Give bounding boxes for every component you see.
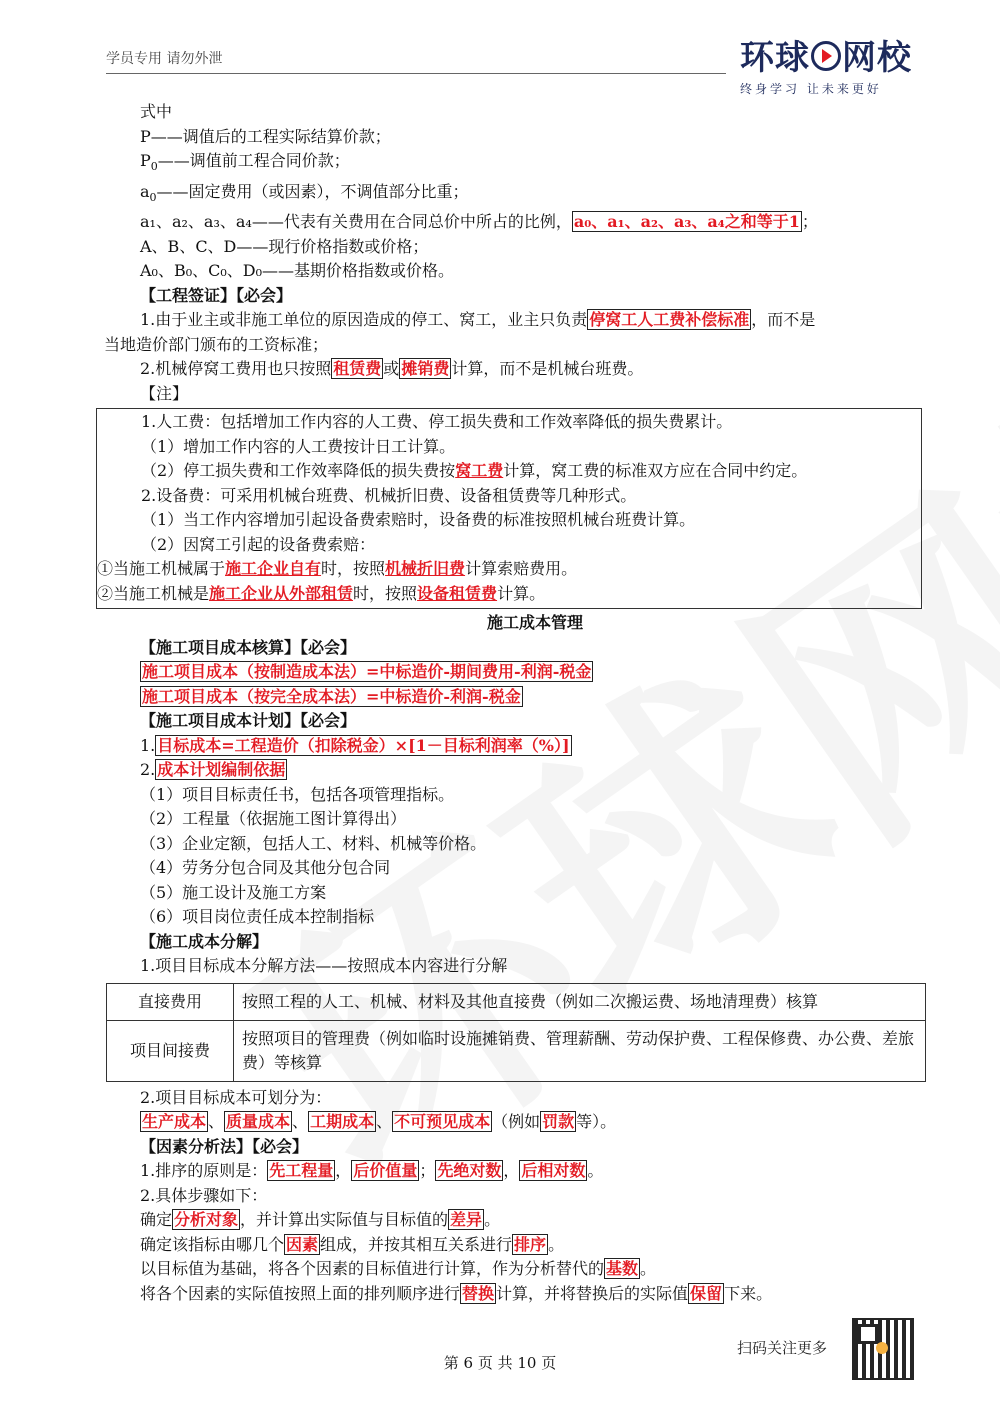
section-heading-visa: 【工程签证】【必会】 [140, 285, 293, 305]
highlight-plan-basis: 成本计划编制依据 [157, 760, 286, 780]
table-cell-key: 项目间接费 [107, 1020, 234, 1081]
section-heading-factor-analysis: 【因素分析法】【必会】 [140, 1136, 309, 1156]
factor-steps-intro: 2.具体步骤如下： [140, 1185, 268, 1205]
table-cell-key: 直接费用 [107, 983, 234, 1020]
play-icon [811, 41, 841, 71]
note-box [96, 408, 922, 609]
page-content [97, 100, 930, 1306]
logo-text-left: 环球 [740, 38, 810, 78]
factor-step: 将各个因素的实际值按照上面的排列顺序进行 替换 计算，并将替换后的实际值 保留 下来。 [140, 1283, 773, 1303]
highlight-target-cost: 目标成本=工程造价（扣除税金）×[1－目标利润率（%）] [157, 735, 570, 755]
header-notice: 学员专用 请勿外泄 [106, 51, 223, 67]
header-divider [106, 73, 726, 74]
basis-item: （6）项目岗位责任成本控制指标 [140, 907, 375, 927]
highlight-compensation-standard: 停窝工人工费补偿标准 [589, 310, 750, 330]
note-labor: 1.人工费：包括增加工作内容的人工费、停工损失费和工作效率降低的损失费累计。 [141, 412, 733, 432]
basis-item: （4）劳务分包合同及其他分包合同 [140, 858, 391, 878]
highlight-rental-fee: 租赁费 [333, 359, 382, 379]
basis-item: （3）企业定额，包括人工、材料、机械等价格。 [140, 833, 487, 853]
plan-item-2: 2. 成本计划编制依据 [140, 760, 286, 780]
decomposition-method: 1.项目目标成本分解方法——按照成本内容进行分解 [140, 956, 508, 976]
note-heading: 【注】 [140, 383, 189, 403]
section-heading-cost-accounting: 【施工项目成本核算】【必会】 [140, 637, 357, 657]
formula-p: P——调值后的工程实际结算价款； [140, 126, 391, 146]
section-title-cost-management: 施工成本管理 [486, 613, 583, 633]
table-cell-value: 按照工程的人工、机械、材料及其他直接费（例如二次搬运费、场地清理费）核算 [234, 983, 926, 1020]
formula-a0: $a_0——$固定费用（或因素），不调值部分比重； [140, 181, 469, 204]
decomposition-categories: 生产成本 、 质量成本 、 工期成本 、 不可预见成本 （例如 罚款 等）。 [142, 1112, 617, 1132]
plan-item-1: 1. 目标成本=工程造价（扣除税金）×[1－目标利润率（%）] [140, 735, 570, 755]
note-labor-1: （1）增加工作内容的人工费按计日工计算。 [141, 436, 456, 456]
factor-ordering: 1.排序的原则是： 先工程量 ， 后价值量 ； 先绝对数 ， 后相对数 。 [140, 1161, 604, 1181]
logo-slogan: 终身学习 让未来更好 [740, 82, 882, 96]
formula-p0: $P_0——$调值前工程合同价款； [140, 151, 350, 174]
note-equipment-1: （1）当工作内容增加引起设备费索赔时，设备费的标准按照机械台班费计算。 [141, 510, 696, 530]
formula-full-cost: 施工项目成本（按完全成本法）=中标造价-利润-税金 [142, 686, 521, 706]
logo-text-right: 网校 [842, 38, 912, 78]
factor-step: 确定 分析对象 ，并计算出实际值与目标值的 差异 。 [140, 1210, 501, 1230]
factor-step: 以目标值为基础，将各个因素的目标值进行计算，作为分析替代的 基数 。 [140, 1259, 657, 1279]
note-case-rent: ②当施工机械是施工企业从外部租赁时，按照设备租赁费计算。 [97, 583, 546, 603]
highlight-amortization-fee: 摊销费 [401, 359, 450, 379]
page-number: 第 6 页 共 10 页 [443, 1354, 557, 1372]
visa-item-2: 2.机械停窝工费用也只按照 租赁费 或 摊销费 计算，而不是机械台班费。 [140, 359, 644, 379]
formula-a-coefficients: a₁、a₂、a₃、a₄——代表有关费用在合同总价中所占的比例， a₀、a₁、a₂、a₃、a₄之和等于1 ； [140, 212, 818, 232]
factor-step: 确定该指标由哪几个 因素 组成，并按其相互关系进行 排序 。 [140, 1234, 565, 1254]
note-case-own: ①当施工机械属于施工企业自有时，按照机械折旧费计算索赔费用。 [97, 559, 578, 579]
formula-intro: 式中 [140, 102, 173, 121]
cost-decomposition-table [106, 983, 926, 1082]
basis-item: （5）施工设计及施工方案 [140, 882, 327, 902]
brand-logo [740, 38, 920, 97]
decomposition-categories-intro: 2.项目目标成本可划分为： [140, 1087, 332, 1107]
formula-abcd0: A₀、B₀、C₀、D₀——基期价格指数或价格。 [140, 261, 455, 281]
note-labor-2: （2）停工损失费和工作效率降低的损失费按窝工费计算，窝工费的标准双方应在合同中约定。 [141, 461, 808, 481]
underline-idle-fee: 窝工费 [455, 461, 504, 481]
note-equipment: 2.设备费：可采用机械台班费、机械折旧费、设备租赁费等几种形式。 [141, 485, 637, 505]
formula-abcd: A、B、C、D——现行价格指数或价格； [140, 236, 429, 256]
section-heading-cost-decomposition: 【施工成本分解】 [140, 931, 269, 951]
scan-prompt: 扫码关注更多 [737, 1339, 828, 1357]
basis-item: （1）项目目标责任书，包括各项管理指标。 [140, 784, 455, 804]
table-row [107, 1020, 926, 1081]
visa-item-1: 1.由于业主或非施工单位的原因造成的停工、窝工，业主只负责 停窝工人工费补偿标准 ，而不是 [140, 310, 816, 330]
table-row [107, 983, 926, 1020]
highlight-sum-equals-one: a₀、a₁、a₂、a₃、a₄之和等于1 [573, 212, 800, 232]
table-cell-value: 按照项目的管理费（例如临时设施摊销费、管理薪酬、劳动保护费、工程保修费、办公费、差旅费）等核算 [234, 1020, 926, 1081]
formula-manufacturing-cost: 施工项目成本（按制造成本法）=中标造价-期间费用-利润-税金 [142, 662, 592, 682]
note-equipment-2: （2）因窝工引起的设备费索赔： [141, 534, 376, 554]
basis-item: （2）工程量（依据施工图计算得出） [140, 809, 407, 829]
visa-item-1-cont: 当地造价部门颁布的工资标准； [104, 334, 329, 354]
section-heading-cost-plan: 【施工项目成本计划】【必会】 [140, 711, 357, 731]
